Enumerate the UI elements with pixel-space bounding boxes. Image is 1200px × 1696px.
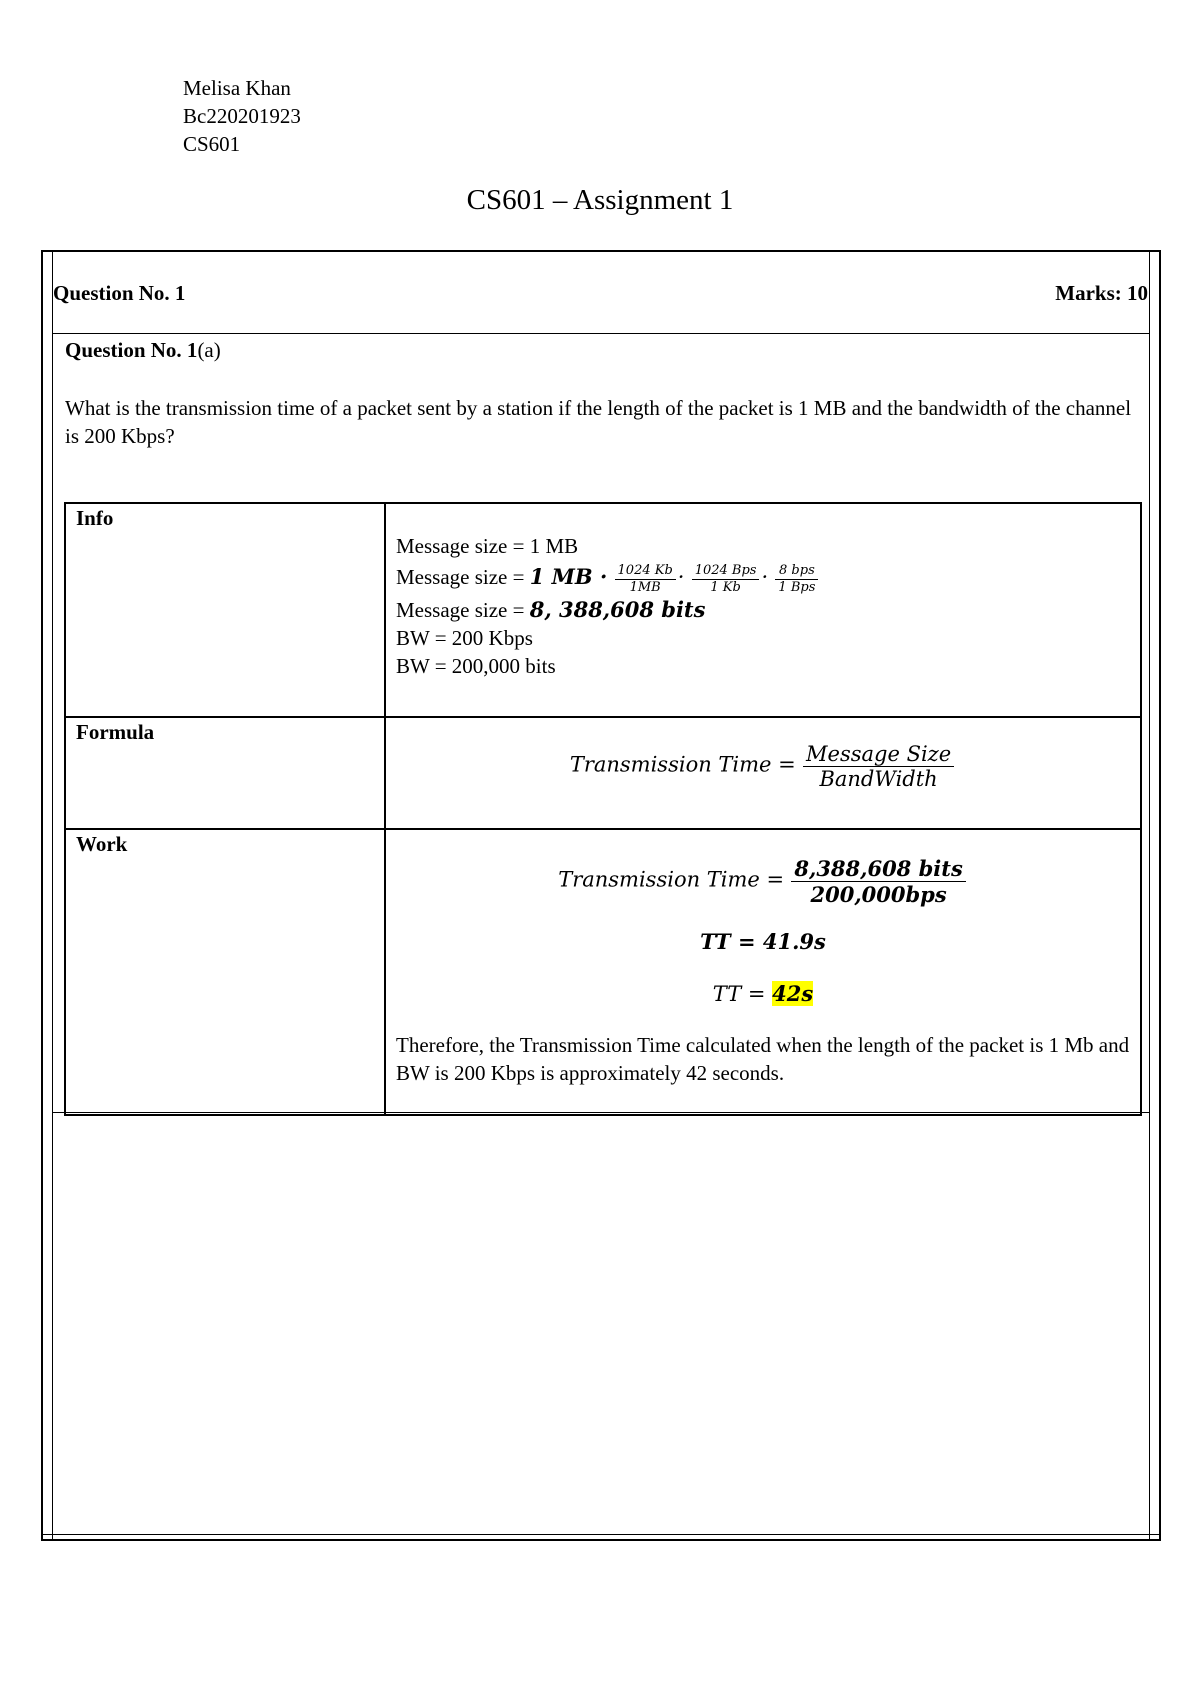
marks-label: Marks: 10 <box>1055 281 1148 305</box>
conclusion-text: Therefore, the Transmission Time calculated when the length of the packet is 1 Mb and BW is 200 Kbps is approximately 42 seconds. <box>396 1033 1130 1085</box>
document-title: CS601 – Assignment 1 <box>466 184 734 216</box>
tt-final-prefix: TT = <box>712 982 773 1006</box>
formula-content <box>385 717 1141 829</box>
author-name: Melisa Khan <box>183 76 291 100</box>
work-label: Work <box>65 829 385 1115</box>
work-fraction: $\frac{\text{8,388,608 bits}}{\text{200,000bps}}$ <box>791 856 965 907</box>
question-text: What is the transmission time of a packet sent by a station if the length of the packet is 1 MB and the bandwidth of the channel is 200 Kbps? <box>65 396 1132 448</box>
unit-fraction-2: $\frac{\text{1024 Bps}}{1 Kb}$ <box>692 563 760 596</box>
formula-row <box>65 717 1141 829</box>
subquestion-title-part: (a) <box>197 338 221 362</box>
formula-lhs: Transmission Time = <box>569 752 796 777</box>
work-lhs: Transmission Time = <box>558 867 785 892</box>
info-line-5: BW = 200,000 bits <box>396 653 556 678</box>
formula-fraction: $\frac{\text{Message Size}}{\text{BandWidth}}$ <box>803 742 954 791</box>
subquestion-title <box>65 338 221 363</box>
info-row <box>65 503 1141 717</box>
work-row <box>65 829 1141 1115</box>
info-line-2: Message size = 1 MB · $\frac{1024 Kb}{1MB}$ · $\frac{\text{1024 Bps}}{1 Kb}$ · $\frac{\text{8 bps}}{\text{1 Bps}}$ <box>396 560 1130 596</box>
unit-fraction-3: $\frac{\text{8 bps}}{\text{1 Bps}}$ <box>775 563 818 596</box>
solution-table <box>64 502 1142 1116</box>
course-code: CS601 <box>183 132 241 156</box>
info-content <box>385 503 1141 717</box>
info-line-1: Message size = 1 MB <box>396 534 579 558</box>
tt-final-value: 42s <box>772 981 814 1006</box>
subquestion-title-bold: Question No. 1 <box>65 338 198 362</box>
unit-fraction-1: $\frac{1024 Kb}{1MB}$ <box>615 563 676 596</box>
tt-approx: TT = 41.9s <box>700 929 826 954</box>
info-line-3: Message size = 8, 388,608 bits <box>396 596 706 622</box>
info-label: Info <box>65 503 385 717</box>
info-line-4: BW = 200 Kbps <box>396 625 533 650</box>
student-id: Bc220201923 <box>183 104 301 128</box>
question-label: Question No. 1 <box>53 281 186 305</box>
frame-inner-bottom-line <box>41 1534 1161 1535</box>
formula-label: Formula <box>65 717 385 829</box>
work-content <box>385 829 1141 1115</box>
author-info <box>183 74 301 158</box>
